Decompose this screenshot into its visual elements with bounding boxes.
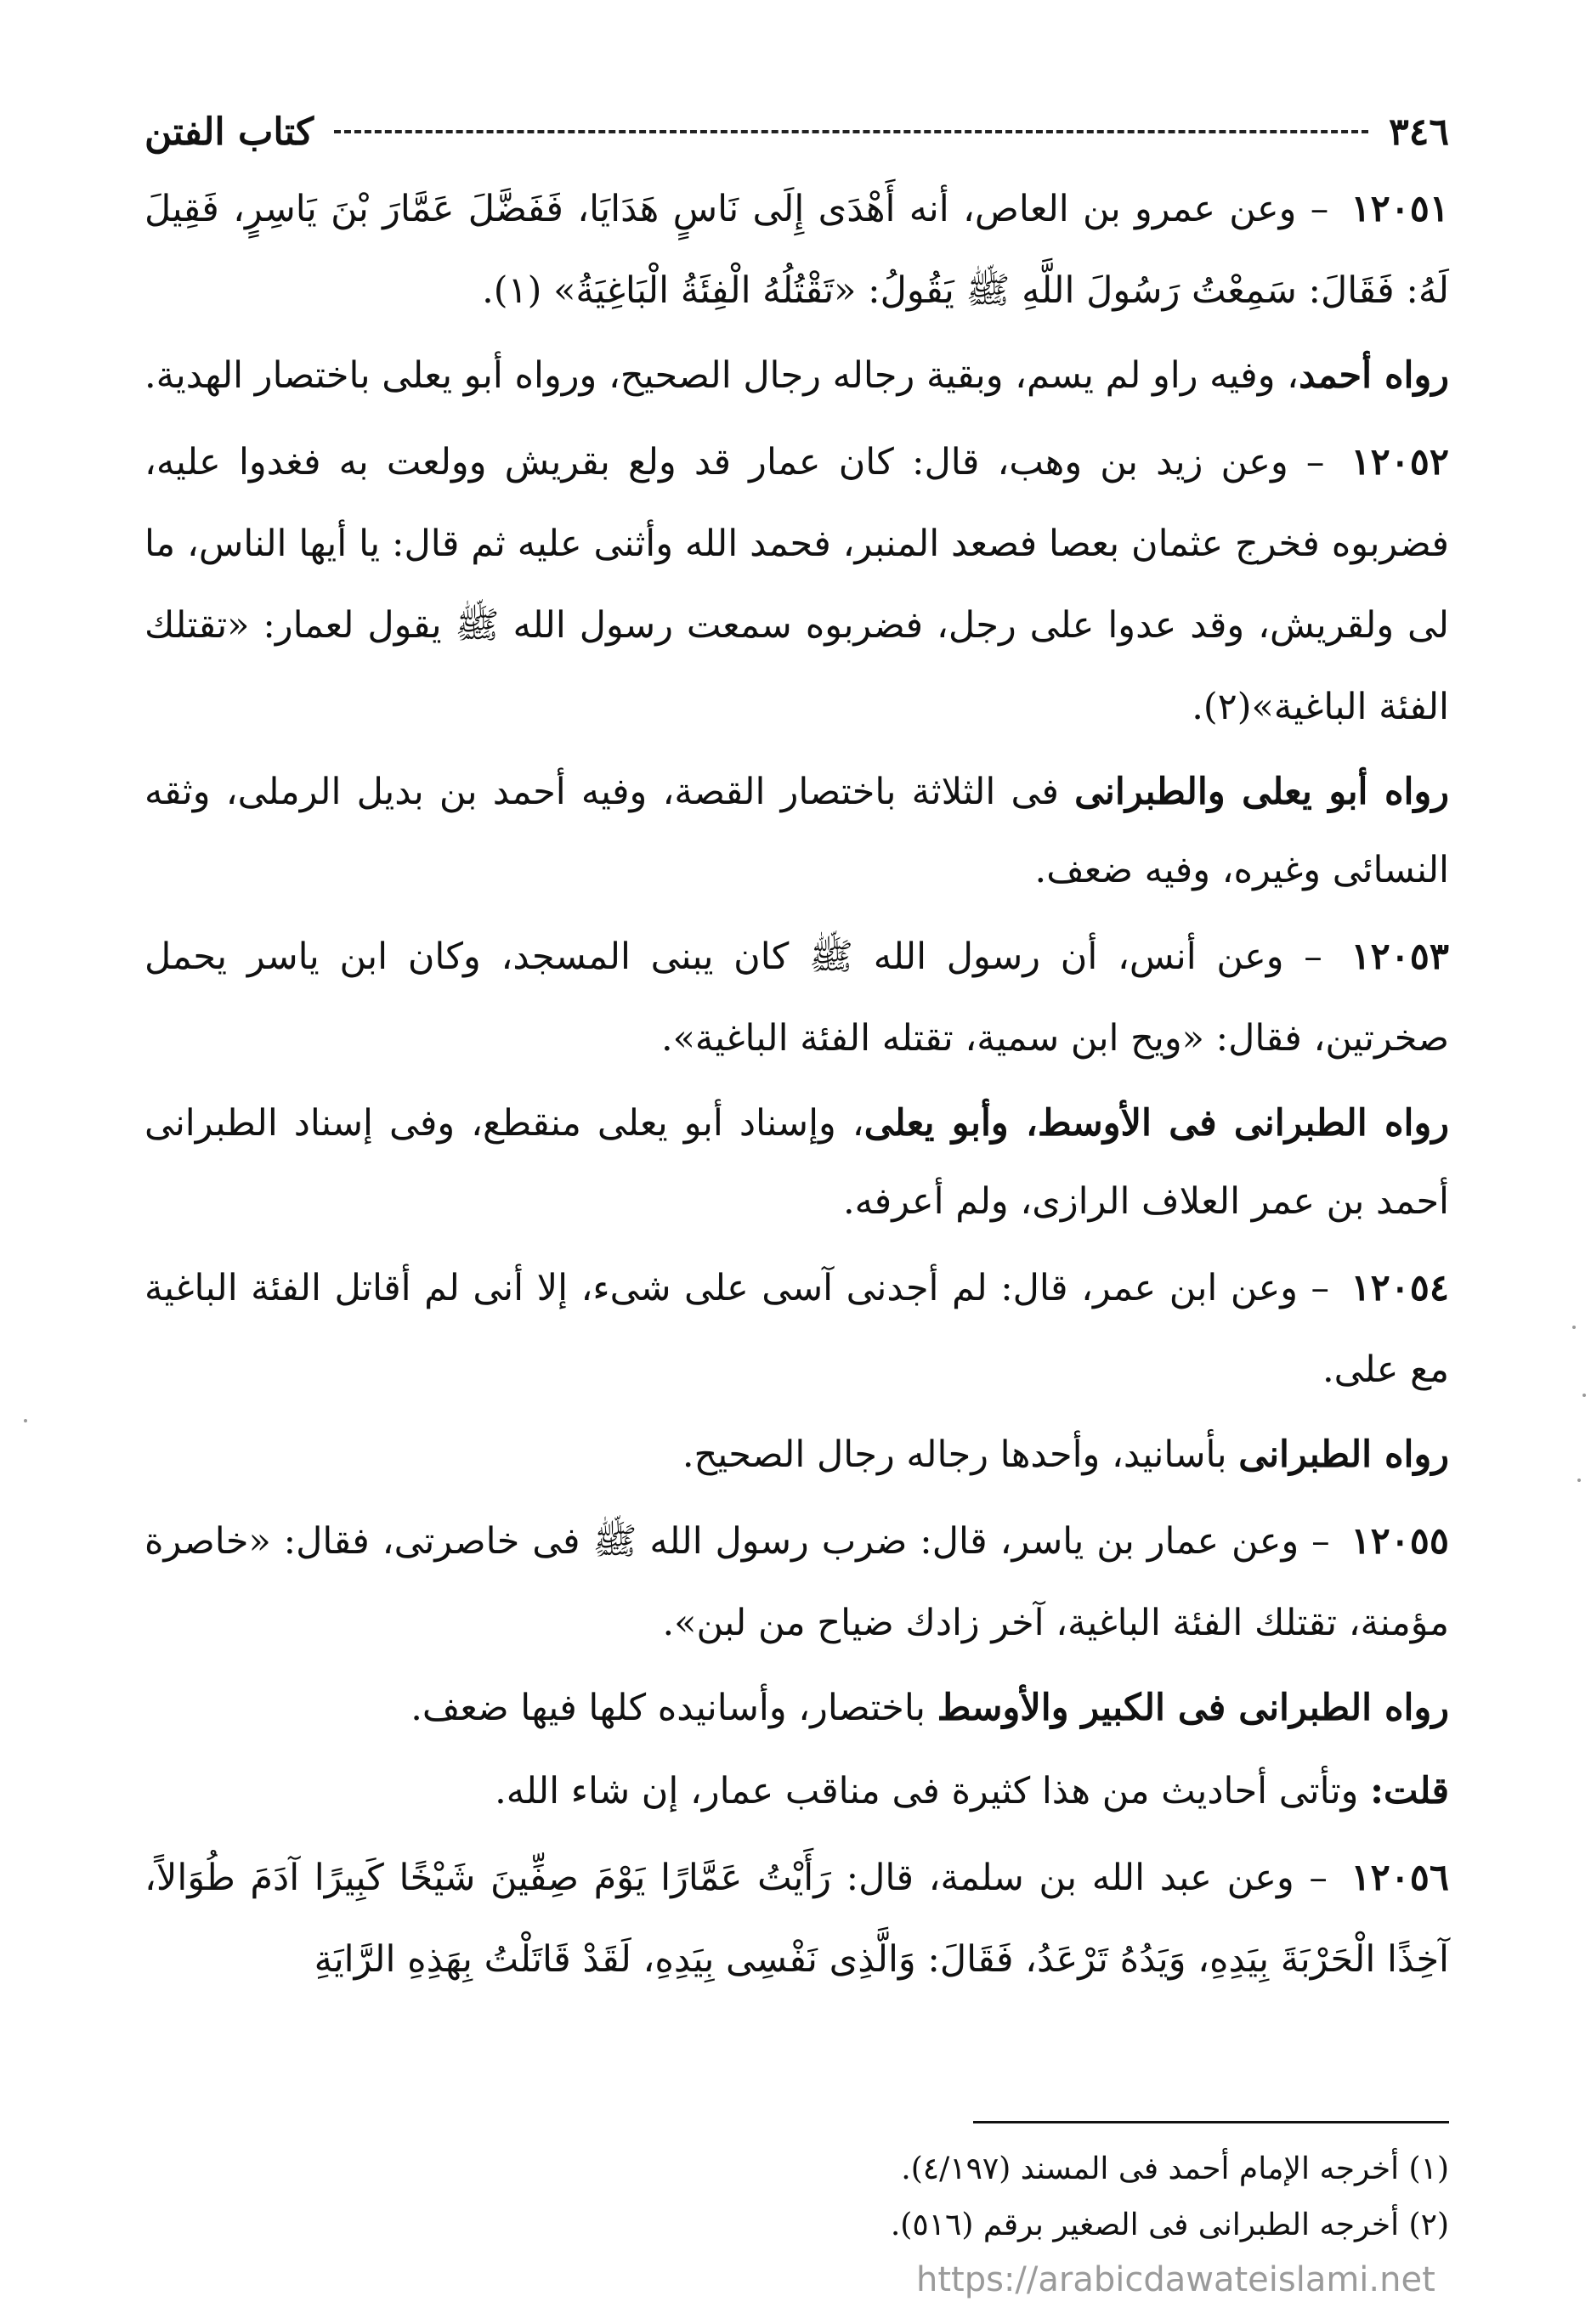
header-rule — [334, 130, 1368, 133]
hadith-source — [144, 1669, 1449, 1747]
page-header — [144, 102, 1449, 161]
hadith-source — [144, 336, 1449, 415]
scan-speck — [1583, 1394, 1586, 1397]
hadith-number: ١٢٠٥٢ — [1350, 441, 1449, 483]
hadith-text: – وعن عمار بن ياسر، قال: ضرب رسول الله ﷺ فى خاصرتى، فقال: «خاصرة مؤمنة، تقتلك الفئة الباغية، آخر زادك ضياح من لبن». — [144, 1520, 1449, 1644]
source-attribution: رواه الطبرانى فى الأوسط، وأبو يعلى — [863, 1102, 1449, 1145]
note-label: قلت: — [1370, 1770, 1449, 1812]
footnotes — [144, 2141, 1449, 2253]
source-note: باختصار، وأسانيده كلها فيها ضعف. — [410, 1687, 937, 1729]
footnote: (٢) أخرجه الطبرانى فى الصغير برقم (٥١٦). — [890, 2208, 1449, 2242]
scan-speck — [1577, 1479, 1581, 1482]
book-title: كتاب الفتن — [144, 110, 314, 154]
footnote: (١) أخرجه الإمام أحمد فى المسند (٤/١٩٧). — [901, 2152, 1449, 2186]
hadith-text: – وعن عمرو بن العاص، أنه أَهْدَى إِلَى نَاسٍ هَدَايَا، فَفَضَّلَ عَمَّارَ بْنَ يَاسِرٍ، فَقِيلَ لَهُ: فَقَالَ: سَمِعْتُ رَسُولَ اللَّهِ ﷺ يَقُولُ: «تَقْتُلُهُ الْفِئَةُ الْبَاغِيَةُ» (١). — [144, 188, 1449, 312]
hadith-number: ١٢٠٥٦ — [1350, 1857, 1449, 1899]
source-note: ، وفيه راو لم يسم، وبقية رجاله رجال الصحيح، ورواه أبو يعلى باختصار الهدية. — [144, 354, 1299, 397]
hadith-source — [144, 753, 1449, 909]
scan-speck — [24, 1419, 27, 1422]
hadith-text: – وعن أنس، أن رسول الله ﷺ كان يبنى المسجد، وكان ابن ياسر يحمل صخرتين، فقال: «ويح ابن سمية، تقتله الفئة الباغية». — [144, 936, 1449, 1060]
source-note: ، وإسناد أبو يعلى منقطع، وفى إسناد الطبرانى أحمد بن عمر العلاف الرازى، ولم أعرفه. — [144, 1102, 1449, 1223]
footnote-divider — [973, 2121, 1449, 2123]
hadith-number: ١٢٠٥١ — [1350, 188, 1449, 230]
hadith-entry — [144, 168, 1449, 331]
hadith-entry — [144, 421, 1449, 748]
source-attribution: رواه أحمد — [1299, 354, 1449, 397]
source-attribution: رواه أبو يعلى والطبرانى — [1074, 771, 1449, 813]
source-attribution: رواه الطبرانى فى الكبير والأوسط — [937, 1687, 1449, 1729]
source-attribution: رواه الطبرانى — [1238, 1433, 1449, 1476]
hadith-entry — [144, 1501, 1449, 1664]
hadith-text: – وعن زيد بن وهب، قال: كان عمار قد ولع بقريش وولعت به فغدوا عليه، فضربوه فخرج عثمان بعصا فصعد المنبر، فحمد الله وأثنى عليه ثم قال: يا أيها الناس، ما لى ولقريش، وقد عدوا على رجل، فضربوه سمعت رسول الله ﷺ يقول لعمار: «تقتلك الفئة الباغية»(٢). — [144, 441, 1449, 728]
hadith-text: – وعن ابن عمر، قال: لم أجدنى آسى على شىء، إلا أنى لم أقاتل الفئة الباغية مع على. — [144, 1267, 1449, 1391]
hadith-source — [144, 1084, 1449, 1241]
hadith-entry — [144, 1247, 1449, 1411]
source-note: فى الثلاثة باختصار القصة، وفيه أحمد بن بديل الرملى، وثقه النسائى وغيره، وفيه ضعف. — [144, 771, 1449, 891]
book-page — [144, 102, 1449, 2294]
page-number: ٣٤٦ — [1389, 110, 1449, 154]
scan-speck — [1572, 1326, 1576, 1329]
source-note: بأسانيد، وأحدها رجاله رجال الصحيح. — [682, 1433, 1239, 1476]
hadith-number: ١٢٠٥٤ — [1350, 1267, 1449, 1309]
hadith-number: ١٢٠٥٥ — [1350, 1520, 1449, 1563]
note-text: وتأتى أحاديث من هذا كثيرة فى مناقب عمار، إن شاء الله. — [495, 1770, 1371, 1812]
hadith-number: ١٢٠٥٣ — [1350, 936, 1449, 978]
hadith-entry — [144, 1837, 1449, 2000]
hadith-text: – وعن عبد الله بن سلمة، قال: رَأَيْتُ عَمَّارًا يَوْمَ صِفِّينَ شَيْخًا كَبِيرًا آدَمَ طُوَالاً، آخِذًا الْحَرْبَةَ بِيَدِهِ، وَيَدُهُ تَرْعَدُ، فَقَالَ: وَالَّذِى نَفْسِى بِيَدِهِ، لَقَدْ قَاتَلْتُ بِهَذِهِ الرَّايَةِ — [144, 1857, 1449, 1981]
author-note — [144, 1752, 1449, 1830]
hadith-source — [144, 1416, 1449, 1494]
hadith-entry — [144, 916, 1449, 1079]
watermark-url: https://arabicdawateislami.net — [916, 2260, 1435, 2299]
